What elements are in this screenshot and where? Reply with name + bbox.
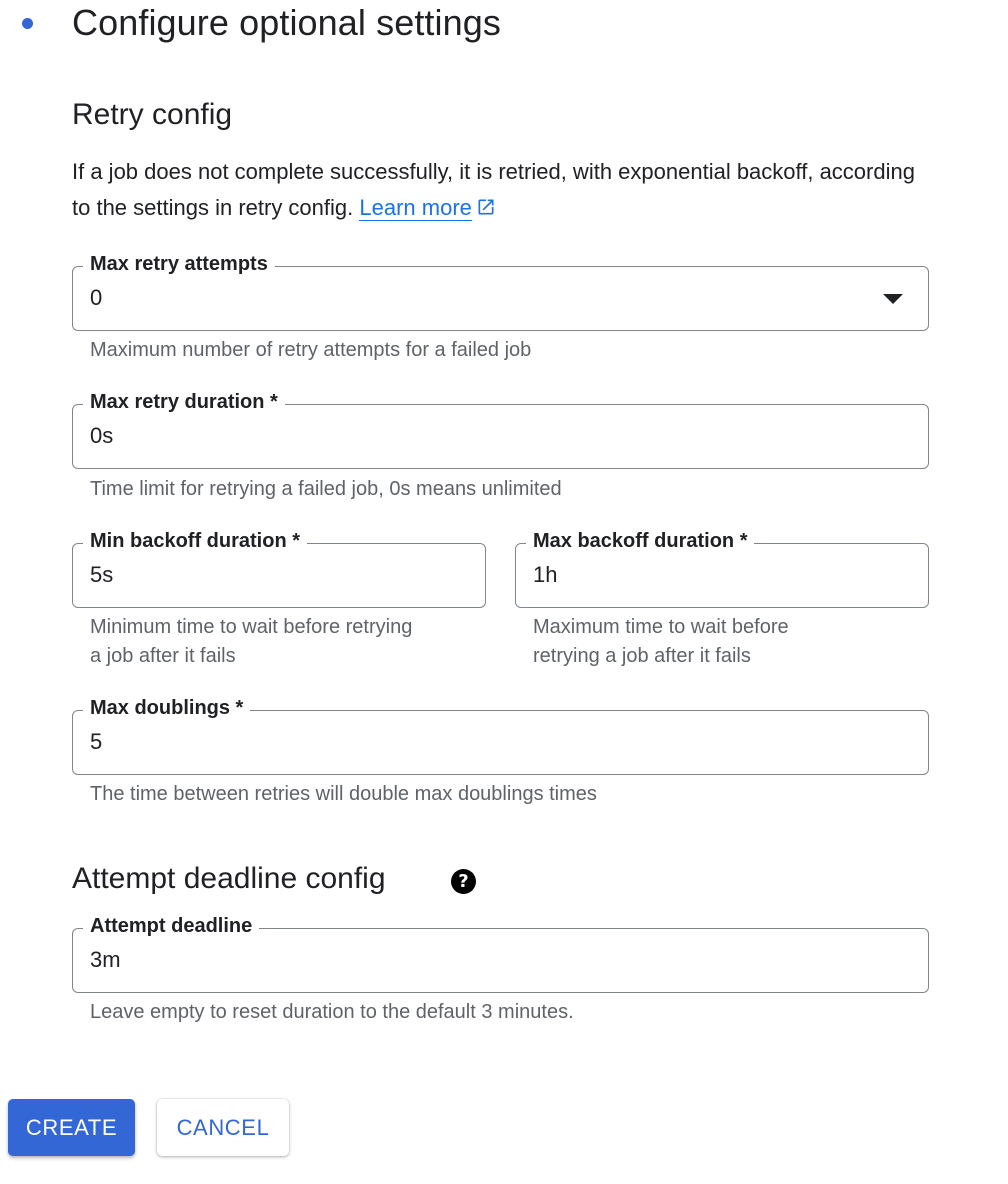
attempt-deadline-field[interactable] (72, 915, 929, 993)
retry-config-description (72, 154, 932, 226)
min-backoff-duration-hint (90, 613, 412, 671)
retry-config-heading: Retry config (72, 98, 233, 131)
min-backoff-duration-value: 5s (90, 562, 114, 587)
create-button[interactable]: CREATE (8, 1099, 135, 1156)
max-retry-attempts-value: 0 (90, 285, 103, 310)
cancel-button[interactable]: CANCEL (157, 1099, 289, 1156)
attempt-deadline-hint: Leave empty to reset duration to the default 3 minutes. (90, 1001, 574, 1023)
step-indicator-dot (22, 18, 33, 29)
max-doublings-field[interactable] (72, 697, 929, 775)
max-backoff-hint-line2: retrying a job after it fails (533, 645, 751, 667)
attempt-deadline-value: 3m (90, 947, 121, 972)
max-retry-duration-label: Max retry duration * (83, 391, 285, 414)
max-doublings-value: 5 (90, 729, 103, 754)
min-backoff-duration-label: Min backoff duration * (83, 530, 307, 553)
max-retry-attempts-label: Max retry attempts (83, 253, 275, 276)
min-backoff-hint-line1: Minimum time to wait before retrying (90, 616, 413, 638)
max-retry-attempts-select[interactable] (72, 253, 929, 331)
dropdown-arrow-icon (883, 294, 903, 304)
min-backoff-hint-line2: a job after it fails (90, 645, 236, 667)
max-retry-duration-value: 0s (90, 423, 114, 448)
learn-more-label: Learn more (359, 195, 472, 220)
attempt-deadline-label: Attempt deadline (83, 915, 259, 938)
max-retry-attempts-hint: Maximum number of retry attempts for a failed job (90, 339, 532, 361)
page-title: Configure optional settings (72, 2, 501, 43)
attempt-deadline-heading: Attempt deadline config (72, 862, 386, 895)
min-backoff-duration-field[interactable] (72, 530, 486, 608)
max-backoff-duration-value: 1h (533, 562, 558, 587)
max-backoff-duration-hint (533, 613, 789, 671)
open-in-new-icon[interactable] (476, 197, 496, 217)
help-icon[interactable]: ? (451, 869, 476, 894)
learn-more-link[interactable] (359, 195, 472, 221)
description-text: If a job does not complete successfully, it is retried, with exponential backoff, according to the settings in retry config. (72, 159, 915, 220)
max-backoff-hint-line1: Maximum time to wait before (533, 616, 789, 638)
max-backoff-duration-label: Max backoff duration * (526, 530, 754, 553)
max-doublings-label: Max doublings * (83, 697, 250, 720)
max-backoff-duration-field[interactable] (515, 530, 929, 608)
max-doublings-hint: The time between retries will double max doublings times (90, 783, 597, 805)
max-retry-duration-hint: Time limit for retrying a failed job, 0s means unlimited (90, 478, 562, 500)
max-retry-duration-field[interactable] (72, 391, 929, 469)
